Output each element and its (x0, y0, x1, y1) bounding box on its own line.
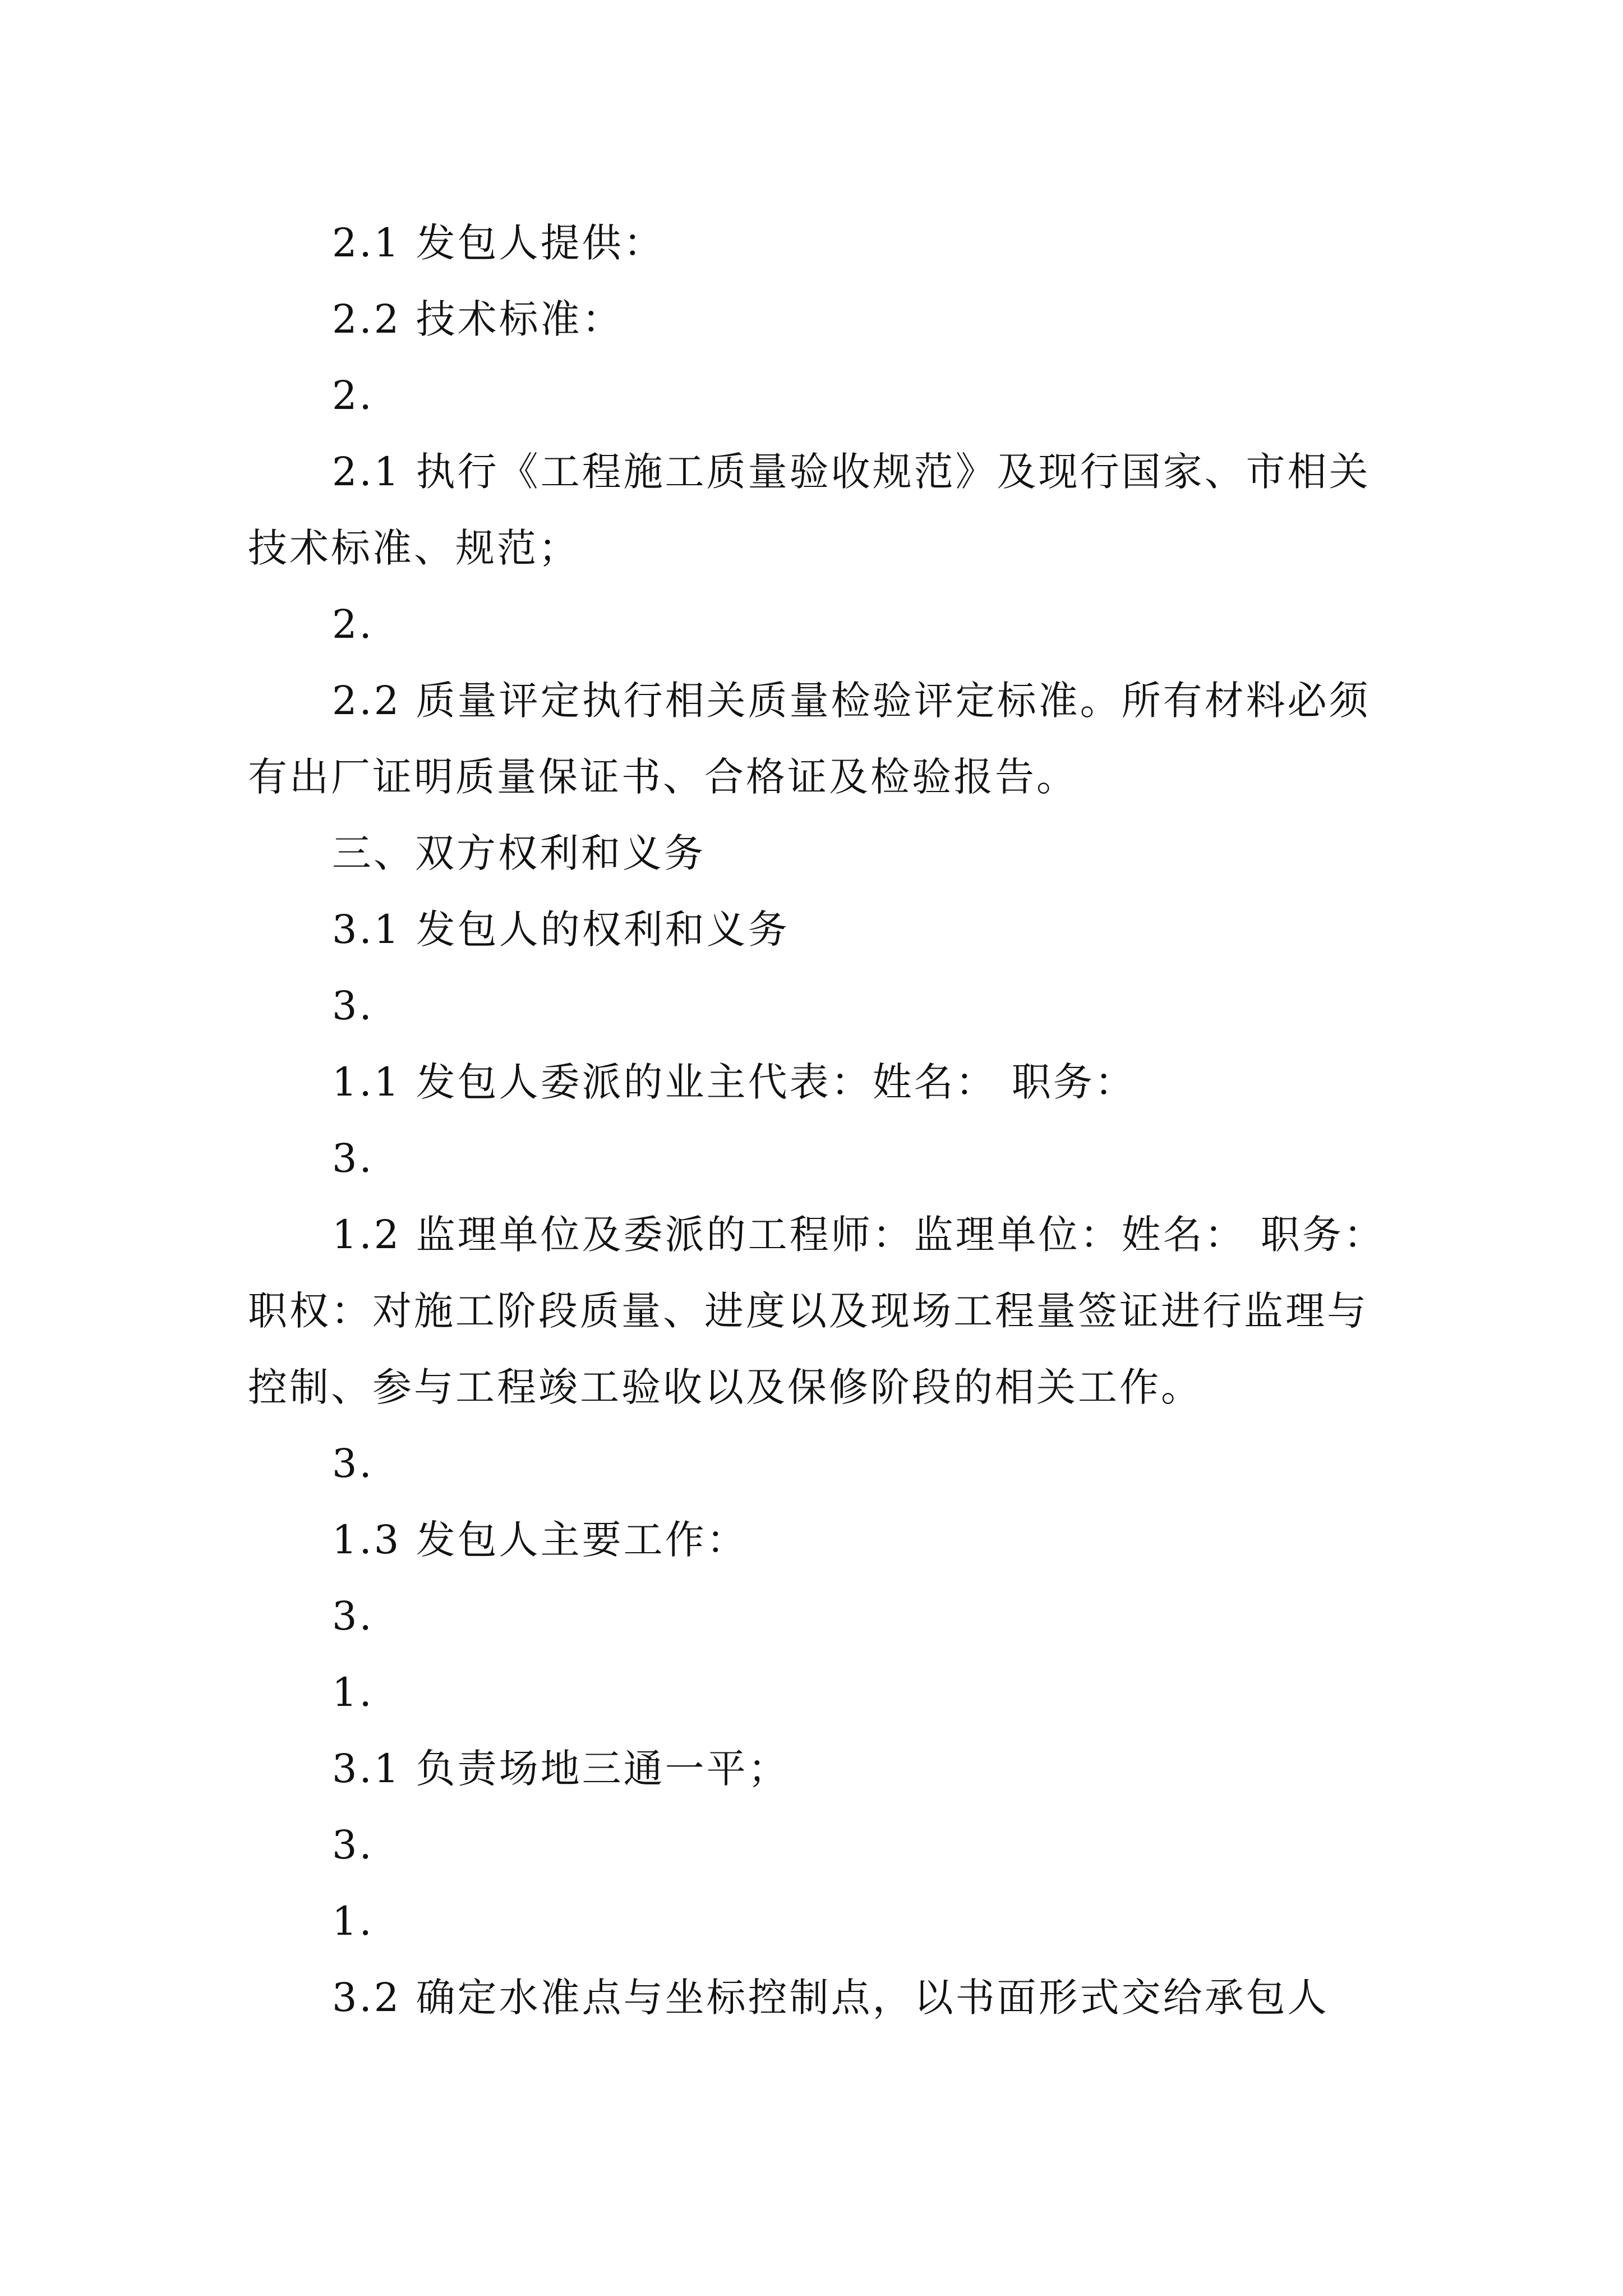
section-heading: 三、双方权利和义务 (332, 830, 706, 876)
paragraph: 2.2 技术标准： (332, 296, 624, 342)
paragraph: 2.2 质量评定执行相关质量检验评定标准。所有材料必须有出厂证明质量保证书、合格证及检验报告。 (248, 678, 1371, 800)
paragraph: 1. (332, 1669, 374, 1715)
paragraph: 3. (332, 983, 374, 1029)
paragraph: 1.2 监理单位及委派的工程师：监理单位：姓名： 职务：职权：对施工阶段质量、进度以及现场工程量签证进行监理与控制、参与工程竣工验收以及保修阶段的相关工作。 (248, 1212, 1385, 1410)
paragraph: 2. (332, 372, 374, 418)
paragraph: 3. (332, 1135, 374, 1181)
paragraph: 1.1 发包人委派的业主代表：姓名： 职务： (332, 1059, 1136, 1105)
paragraph: 2.1 发包人提供： (332, 220, 665, 266)
paragraph: 3.1 负责场地三通一平； (332, 1746, 790, 1792)
paragraph: 2.1 执行《工程施工质量验收规范》及现行国家、市相关技术标准、规范； (248, 449, 1371, 571)
document-body (248, 205, 1386, 2036)
paragraph: 3.2 确定水准点与坐标控制点，以书面形式交给承包人 (332, 1975, 1329, 2021)
paragraph: 3.1 发包人的权利和义务 (332, 907, 790, 953)
paragraph: 3. (332, 1822, 374, 1868)
paragraph: 3. (332, 1441, 374, 1487)
paragraph: 3. (332, 1593, 374, 1639)
paragraph: 1. (332, 1898, 374, 1944)
paragraph: 2. (332, 601, 374, 647)
paragraph: 1.3 发包人主要工作： (332, 1517, 748, 1563)
